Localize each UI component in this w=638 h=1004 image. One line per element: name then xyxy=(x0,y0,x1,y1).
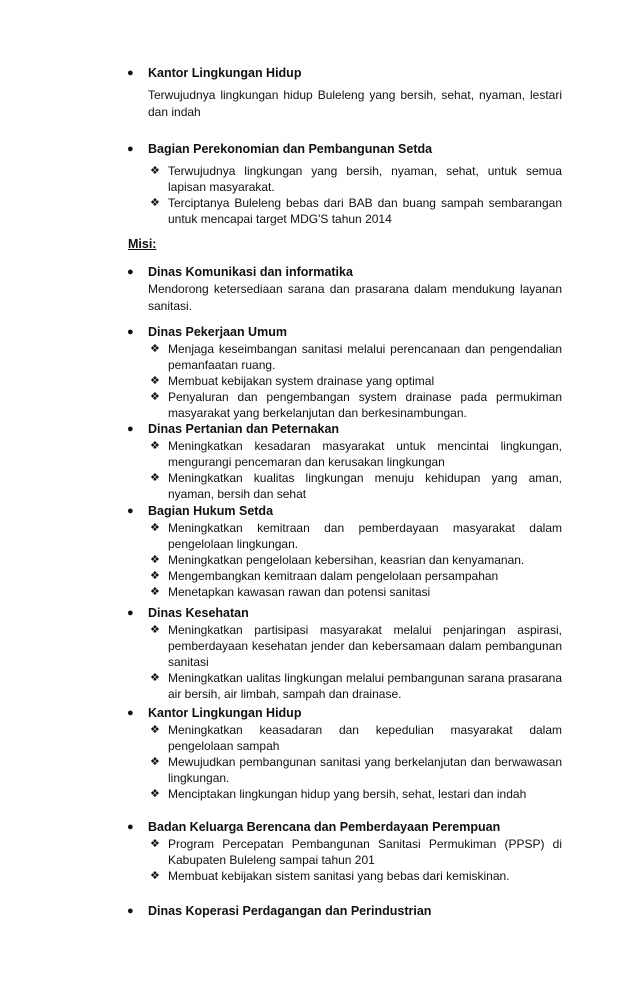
section-heading: Dinas Pekerjaan Umum xyxy=(148,325,287,339)
section-heading: Badan Keluarga Berencana dan Pemberdayaan Perempuan xyxy=(148,820,501,834)
section-list xyxy=(148,622,562,702)
list-item: ❖ Meningkatkan kemitraan dan pemberdayaan masyarakat dalam pengelolaan lingkungan. xyxy=(150,521,562,551)
diamond-bullet-icon: ❖ xyxy=(150,838,160,850)
diamond-bullet-icon: ❖ xyxy=(150,554,160,566)
bullet-icon: ● xyxy=(127,266,134,278)
section-list xyxy=(148,438,562,502)
section-heading: Kantor Lingkungan Hidup xyxy=(148,706,302,720)
diamond-bullet-icon: ❖ xyxy=(150,570,160,582)
misi-label: Misi: xyxy=(128,237,157,251)
diamond-bullet-icon: ❖ xyxy=(150,375,160,387)
list-item: ❖ Menciptakan lingkungan hidup yang bersih, sehat, lestari dan indah xyxy=(150,787,527,801)
list-item: ❖ Menetapkan kawasan rawan dan potensi sanitasi xyxy=(150,585,431,599)
section-heading: Dinas Koperasi Perdagangan dan Perindustrian xyxy=(148,904,432,918)
section-heading: Bagian Hukum Setda xyxy=(148,504,274,518)
diamond-bullet-icon: ❖ xyxy=(150,343,160,355)
section-list xyxy=(148,722,562,802)
diamond-bullet-icon: ❖ xyxy=(150,197,160,209)
bullet-icon: ● xyxy=(127,67,134,79)
diamond-bullet-icon: ❖ xyxy=(150,522,160,534)
diamond-bullet-icon: ❖ xyxy=(150,165,160,177)
bullet-icon: ● xyxy=(127,505,134,517)
list-item: ❖ Menjaga keseimbangan sanitasi melalui perencanaan dan pengendalian pemanfaatan ruang. xyxy=(150,342,562,372)
bullet-icon: ● xyxy=(127,821,134,833)
diamond-bullet-icon: ❖ xyxy=(150,440,160,452)
list-item: ❖ Terciptanya Buleleng bebas dari BAB dan buang sampah sembarangan untuk mencapai target MDG'S tahun 2014 xyxy=(150,196,562,226)
section-heading: Dinas Kesehatan xyxy=(148,606,249,620)
bullet-icon: ● xyxy=(127,607,134,619)
section-list xyxy=(148,341,562,421)
list-item: ❖ Meningkatkan kualitas lingkungan menuju kehidupan yang aman, nyaman, bersih dan sehat xyxy=(150,471,562,501)
list-item: ❖ Mewujudkan pembangunan sanitasi yang berkelanjutan dan berwawasan lingkungan. xyxy=(150,755,562,785)
section-list xyxy=(148,163,562,227)
bullet-icon: ● xyxy=(127,326,134,338)
diamond-bullet-icon: ❖ xyxy=(150,672,160,684)
list-item: ❖ Meningkatkan partisipasi masyarakat melalui penjaringan aspirasi, pemberdayaan kesehatan jender dan kebersamaan dalam pembangunan sanitasi xyxy=(150,623,562,669)
section-list xyxy=(148,836,562,884)
diamond-bullet-icon: ❖ xyxy=(150,756,160,768)
list-item: ❖ Meningkatkan ualitas lingkungan melalui pembangunan sarana prasarana air bersih, air limbah, sampah dan drainase. xyxy=(150,671,562,701)
section-heading: Kantor Lingkungan Hidup xyxy=(148,66,302,80)
list-item: ❖ Meningkatkan pengelolaan kebersihan, keasrian dan kenyamanan. xyxy=(150,553,525,567)
list-item: ❖ Penyaluran dan pengembangan system drainase pada permukiman masyarakat yang berkelanjutan dan berkesinambungan. xyxy=(150,390,562,420)
list-item: ❖ Membuat kebijakan system drainase yang optimal xyxy=(150,374,435,388)
section-heading: Dinas Komunikasi dan informatika xyxy=(148,265,353,279)
diamond-bullet-icon: ❖ xyxy=(150,724,160,736)
list-item: ❖ Meningkatkan keasadaran dan kepedulian masyarakat dalam pengelolaan sampah xyxy=(150,723,562,753)
diamond-bullet-icon: ❖ xyxy=(150,788,160,800)
section-list xyxy=(148,520,562,600)
list-item: ❖ Mengembangkan kemitraan dalam pengelolaan persampahan xyxy=(150,569,499,583)
diamond-bullet-icon: ❖ xyxy=(150,586,160,598)
list-item: ❖ Program Percepatan Pembangunan Sanitasi Permukiman (PPSP) di Kabupaten Buleleng sampai tahun 201 xyxy=(150,837,562,867)
list-item: ❖ Membuat kebijakan sistem sanitasi yang bebas dari kemiskinan. xyxy=(150,869,510,883)
bullet-icon: ● xyxy=(127,905,134,917)
bullet-icon: ● xyxy=(127,423,134,435)
section-paragraph: Mendorong ketersediaan sarana dan prasarana dalam mendukung layanan sanitasi. xyxy=(148,282,562,313)
section-paragraph: Terwujudnya lingkungan hidup Buleleng yang bersih, sehat, nyaman, lestari dan indah xyxy=(148,88,562,119)
diamond-bullet-icon: ❖ xyxy=(150,391,160,403)
section-heading: Bagian Perekonomian dan Pembangunan Setda xyxy=(148,142,433,156)
diamond-bullet-icon: ❖ xyxy=(150,472,160,484)
list-item: ❖ Terwujudnya lingkungan yang bersih, nyaman, sehat, untuk semua lapisan masyarakat. xyxy=(150,164,562,194)
bullet-icon: ● xyxy=(127,143,134,155)
section-heading: Dinas Pertanian dan Peternakan xyxy=(148,422,340,436)
diamond-bullet-icon: ❖ xyxy=(150,870,160,882)
bullet-icon: ● xyxy=(127,707,134,719)
list-item: ❖ Meningkatkan kesadaran masyarakat untuk mencintai lingkungan, mengurangi pencemaran dan kerusakan lingkungan xyxy=(150,439,562,469)
diamond-bullet-icon: ❖ xyxy=(150,624,160,636)
